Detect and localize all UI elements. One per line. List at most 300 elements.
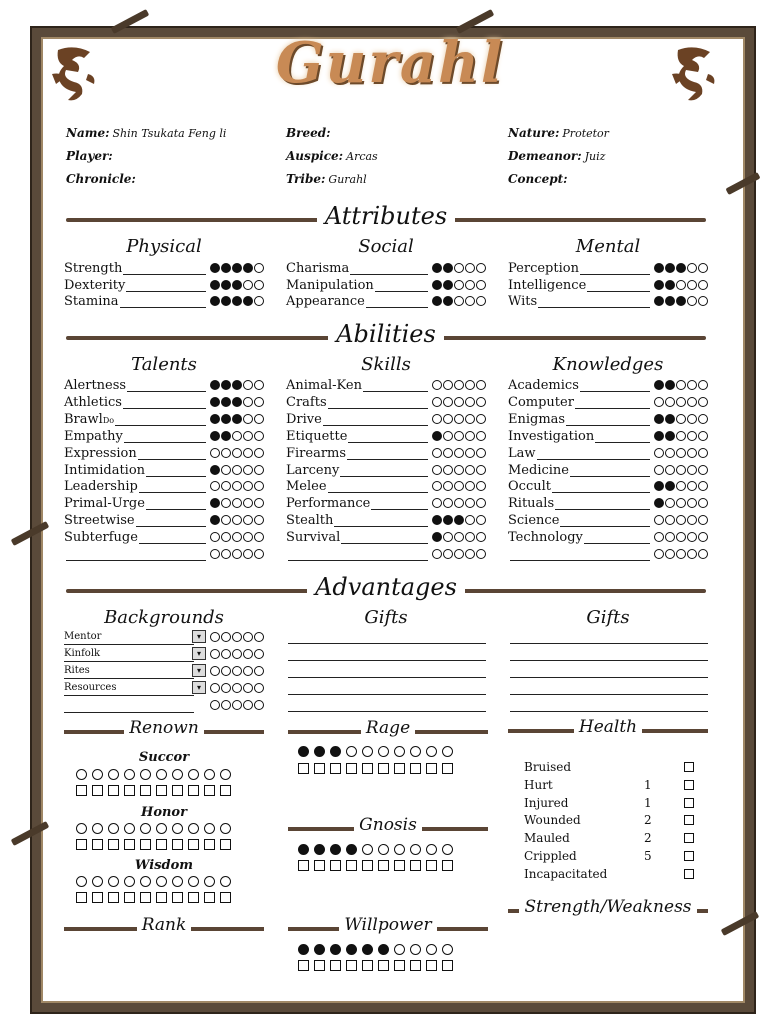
track-box[interactable]	[140, 839, 151, 850]
rating-dot[interactable]	[254, 414, 264, 424]
rating-dot[interactable]	[232, 481, 242, 491]
rating-dots[interactable]	[210, 481, 264, 491]
rating-dot[interactable]	[243, 683, 253, 693]
rating-dot[interactable]	[254, 649, 264, 659]
rating-dot[interactable]	[465, 549, 475, 559]
track-box[interactable]	[378, 960, 389, 971]
rating-dot[interactable]	[232, 380, 242, 390]
rating-dots[interactable]	[432, 515, 486, 525]
gift-line[interactable]	[288, 643, 486, 644]
track-box[interactable]	[362, 763, 373, 774]
rating-dot[interactable]	[221, 532, 231, 542]
rating-dot[interactable]	[654, 448, 664, 458]
rating-dot[interactable]	[210, 448, 220, 458]
rating-dot[interactable]	[454, 549, 464, 559]
rating-dot[interactable]	[232, 515, 242, 525]
rating-dot[interactable]	[210, 465, 220, 475]
rating-dot[interactable]	[676, 296, 686, 306]
rating-dot[interactable]	[698, 280, 708, 290]
gift-line[interactable]	[510, 677, 708, 678]
rating-dot[interactable]	[465, 498, 475, 508]
track-box[interactable]	[92, 785, 103, 796]
gift-line[interactable]	[510, 660, 708, 661]
rating-dot[interactable]	[254, 263, 264, 273]
track-circle[interactable]	[156, 769, 167, 780]
track-box[interactable]	[426, 960, 437, 971]
rating-dots[interactable]	[432, 465, 486, 475]
rating-dot[interactable]	[210, 431, 220, 441]
rating-dot[interactable]	[698, 498, 708, 508]
rating-dot[interactable]	[654, 380, 664, 390]
rating-dots[interactable]	[210, 263, 264, 273]
rating-dot[interactable]	[443, 296, 453, 306]
rating-dot[interactable]	[232, 549, 242, 559]
rating-dot[interactable]	[232, 632, 242, 642]
rating-dot[interactable]	[476, 448, 486, 458]
track-circle[interactable]	[346, 844, 357, 855]
track-box[interactable]	[188, 785, 199, 796]
rating-dots[interactable]	[210, 380, 264, 390]
rating-dot[interactable]	[443, 280, 453, 290]
track-circle[interactable]	[172, 876, 183, 887]
health-checkbox[interactable]	[684, 762, 694, 772]
rating-dot[interactable]	[676, 481, 686, 491]
track-box[interactable]	[314, 860, 325, 871]
rating-dot[interactable]	[221, 481, 231, 491]
rating-dot[interactable]	[665, 263, 675, 273]
track-circle[interactable]	[76, 876, 87, 887]
rating-dots[interactable]	[654, 397, 708, 407]
track-box[interactable]	[330, 860, 341, 871]
rating-dot[interactable]	[654, 431, 664, 441]
rating-dot[interactable]	[654, 263, 664, 273]
track-box[interactable]	[220, 839, 231, 850]
rating-dots[interactable]	[210, 515, 264, 525]
rating-dots[interactable]	[432, 431, 486, 441]
rating-dot[interactable]	[698, 414, 708, 424]
track-circle[interactable]	[156, 823, 167, 834]
track-circle[interactable]	[346, 746, 357, 757]
rating-dots[interactable]	[432, 549, 486, 559]
track-box[interactable]	[92, 839, 103, 850]
rating-dot[interactable]	[665, 280, 675, 290]
rating-dot[interactable]	[465, 263, 475, 273]
track-box[interactable]	[314, 960, 325, 971]
rating-dots[interactable]	[210, 431, 264, 441]
gift-line[interactable]	[288, 677, 486, 678]
rating-dots[interactable]	[654, 280, 708, 290]
rating-dot[interactable]	[221, 515, 231, 525]
health-checkbox[interactable]	[684, 780, 694, 790]
track-box[interactable]	[442, 763, 453, 774]
rating-dot[interactable]	[443, 481, 453, 491]
rating-dot[interactable]	[687, 414, 697, 424]
track-circle[interactable]	[108, 769, 119, 780]
rating-dots[interactable]	[210, 448, 264, 458]
rating-dot[interactable]	[654, 481, 664, 491]
rating-dot[interactable]	[210, 481, 220, 491]
rating-dot[interactable]	[654, 549, 664, 559]
track-box[interactable]	[76, 785, 87, 796]
rating-dot[interactable]	[232, 666, 242, 676]
rating-dot[interactable]	[432, 296, 442, 306]
rating-dots[interactable]	[432, 280, 486, 290]
track-circle[interactable]	[204, 876, 215, 887]
track-box[interactable]	[92, 892, 103, 903]
rating-dot[interactable]	[221, 632, 231, 642]
rating-dots[interactable]	[432, 380, 486, 390]
rating-dot[interactable]	[698, 296, 708, 306]
track-box[interactable]	[330, 960, 341, 971]
rating-dot[interactable]	[687, 465, 697, 475]
rating-dot[interactable]	[210, 649, 220, 659]
track-circle[interactable]	[378, 844, 389, 855]
rating-dot[interactable]	[465, 465, 475, 475]
track-box[interactable]	[124, 839, 135, 850]
track-circle[interactable]	[314, 944, 325, 955]
rating-dot[interactable]	[443, 532, 453, 542]
rating-dot[interactable]	[432, 431, 442, 441]
track-circle[interactable]	[314, 844, 325, 855]
rating-dot[interactable]	[221, 549, 231, 559]
rating-dot[interactable]	[210, 700, 220, 710]
rating-dot[interactable]	[443, 414, 453, 424]
track-box[interactable]	[108, 785, 119, 796]
track-box[interactable]	[220, 785, 231, 796]
track-box[interactable]	[172, 785, 183, 796]
track-box[interactable]	[426, 860, 437, 871]
rating-dot[interactable]	[221, 498, 231, 508]
rating-dot[interactable]	[243, 414, 253, 424]
track-circle[interactable]	[410, 746, 421, 757]
track-circle[interactable]	[394, 746, 405, 757]
rating-dot[interactable]	[432, 549, 442, 559]
track-circle[interactable]	[188, 769, 199, 780]
rating-dot[interactable]	[443, 549, 453, 559]
rating-dot[interactable]	[698, 532, 708, 542]
rating-dot[interactable]	[443, 498, 453, 508]
track-box[interactable]	[298, 763, 309, 774]
track-box[interactable]	[204, 785, 215, 796]
rating-dot[interactable]	[676, 465, 686, 475]
track-circle[interactable]	[188, 876, 199, 887]
rating-dot[interactable]	[210, 380, 220, 390]
rating-dots[interactable]	[654, 448, 708, 458]
track-circle[interactable]	[426, 944, 437, 955]
rating-dot[interactable]	[432, 515, 442, 525]
track-box[interactable]	[140, 892, 151, 903]
rating-dots[interactable]	[432, 296, 486, 306]
rating-dot[interactable]	[243, 532, 253, 542]
rating-dot[interactable]	[210, 632, 220, 642]
auspice-value[interactable]: Arcas	[346, 150, 378, 163]
rating-dot[interactable]	[221, 431, 231, 441]
rating-dots[interactable]	[432, 448, 486, 458]
rating-dot[interactable]	[232, 649, 242, 659]
rating-dot[interactable]	[465, 380, 475, 390]
rating-dot[interactable]	[676, 397, 686, 407]
rating-dot[interactable]	[243, 649, 253, 659]
rating-dot[interactable]	[232, 431, 242, 441]
rating-dot[interactable]	[676, 549, 686, 559]
rating-dot[interactable]	[232, 498, 242, 508]
rating-dot[interactable]	[243, 397, 253, 407]
rating-dots[interactable]	[210, 683, 264, 693]
track-box[interactable]	[394, 860, 405, 871]
track-circle[interactable]	[394, 944, 405, 955]
rating-dot[interactable]	[698, 481, 708, 491]
rating-dot[interactable]	[243, 498, 253, 508]
rating-dot[interactable]	[698, 380, 708, 390]
track-circle[interactable]	[426, 844, 437, 855]
rating-dot[interactable]	[687, 397, 697, 407]
rating-dot[interactable]	[665, 465, 675, 475]
health-checkbox[interactable]	[684, 869, 694, 879]
rating-dot[interactable]	[654, 296, 664, 306]
track-box[interactable]	[442, 860, 453, 871]
rating-dot[interactable]	[698, 515, 708, 525]
rating-dot[interactable]	[232, 280, 242, 290]
track-circle[interactable]	[92, 823, 103, 834]
track-box[interactable]	[188, 839, 199, 850]
rating-dots[interactable]	[654, 380, 708, 390]
rating-dot[interactable]	[432, 263, 442, 273]
health-checkbox[interactable]	[684, 815, 694, 825]
track-box[interactable]	[362, 860, 373, 871]
track-box[interactable]	[346, 960, 357, 971]
gift-line[interactable]	[510, 643, 708, 644]
rating-dots[interactable]	[210, 296, 264, 306]
rating-dot[interactable]	[254, 632, 264, 642]
rating-dot[interactable]	[687, 515, 697, 525]
rating-dot[interactable]	[476, 263, 486, 273]
rating-dot[interactable]	[432, 532, 442, 542]
health-checkbox[interactable]	[684, 851, 694, 861]
track-circle[interactable]	[140, 823, 151, 834]
rating-dot[interactable]	[665, 515, 675, 525]
track-circle[interactable]	[346, 944, 357, 955]
rating-dot[interactable]	[454, 280, 464, 290]
rating-dot[interactable]	[465, 431, 475, 441]
rating-dot[interactable]	[221, 465, 231, 475]
track-circle[interactable]	[124, 823, 135, 834]
rating-dot[interactable]	[454, 397, 464, 407]
gift-line[interactable]	[288, 660, 486, 661]
rating-dot[interactable]	[676, 498, 686, 508]
rating-dots[interactable]	[432, 397, 486, 407]
rating-dot[interactable]	[476, 414, 486, 424]
rating-dot[interactable]	[443, 465, 453, 475]
track-circle[interactable]	[204, 823, 215, 834]
dropdown-arrow-icon[interactable]: ▾	[192, 630, 206, 643]
rating-dot[interactable]	[432, 280, 442, 290]
rating-dot[interactable]	[432, 481, 442, 491]
track-circle[interactable]	[124, 876, 135, 887]
rating-dots[interactable]	[432, 532, 486, 542]
rating-dot[interactable]	[432, 448, 442, 458]
track-box[interactable]	[172, 839, 183, 850]
health-checkbox[interactable]	[684, 833, 694, 843]
rating-dot[interactable]	[465, 397, 475, 407]
track-box[interactable]	[410, 960, 421, 971]
rating-dot[interactable]	[210, 498, 220, 508]
rating-dot[interactable]	[687, 532, 697, 542]
track-box[interactable]	[442, 960, 453, 971]
track-box[interactable]	[204, 839, 215, 850]
rating-dot[interactable]	[443, 431, 453, 441]
rating-dot[interactable]	[687, 498, 697, 508]
rating-dot[interactable]	[443, 380, 453, 390]
rating-dot[interactable]	[254, 397, 264, 407]
track-box[interactable]	[346, 860, 357, 871]
rating-dot[interactable]	[432, 465, 442, 475]
track-box[interactable]	[156, 785, 167, 796]
rating-dots[interactable]	[210, 397, 264, 407]
rating-dot[interactable]	[665, 549, 675, 559]
track-circle[interactable]	[108, 823, 119, 834]
rating-dot[interactable]	[232, 296, 242, 306]
rating-dot[interactable]	[254, 515, 264, 525]
track-circle[interactable]	[314, 746, 325, 757]
rating-dot[interactable]	[221, 649, 231, 659]
track-box[interactable]	[124, 892, 135, 903]
rating-dot[interactable]	[465, 448, 475, 458]
track-circle[interactable]	[220, 823, 231, 834]
rating-dot[interactable]	[232, 683, 242, 693]
rating-dot[interactable]	[254, 431, 264, 441]
rating-dot[interactable]	[654, 532, 664, 542]
rating-dot[interactable]	[232, 414, 242, 424]
track-circle[interactable]	[140, 769, 151, 780]
rating-dot[interactable]	[654, 397, 664, 407]
rating-dot[interactable]	[687, 448, 697, 458]
rating-dot[interactable]	[432, 380, 442, 390]
track-box[interactable]	[346, 763, 357, 774]
rating-dot[interactable]	[454, 414, 464, 424]
rating-dot[interactable]	[676, 380, 686, 390]
track-box[interactable]	[426, 763, 437, 774]
rating-dot[interactable]	[454, 296, 464, 306]
rating-dot[interactable]	[432, 397, 442, 407]
rating-dot[interactable]	[454, 515, 464, 525]
track-circle[interactable]	[92, 769, 103, 780]
track-circle[interactable]	[204, 769, 215, 780]
rating-dot[interactable]	[476, 549, 486, 559]
gift-line[interactable]	[510, 694, 708, 695]
rating-dots[interactable]	[210, 649, 264, 659]
rating-dots[interactable]	[210, 280, 264, 290]
rating-dot[interactable]	[243, 632, 253, 642]
rating-dot[interactable]	[676, 448, 686, 458]
rating-dot[interactable]	[676, 431, 686, 441]
rating-dot[interactable]	[465, 296, 475, 306]
nature-value[interactable]: Protetor	[562, 127, 609, 140]
rating-dot[interactable]	[221, 397, 231, 407]
track-circle[interactable]	[394, 844, 405, 855]
rating-dots[interactable]	[210, 632, 264, 642]
rating-dot[interactable]	[254, 448, 264, 458]
rating-dot[interactable]	[465, 515, 475, 525]
rating-dot[interactable]	[243, 515, 253, 525]
rating-dot[interactable]	[687, 431, 697, 441]
rating-dot[interactable]	[243, 296, 253, 306]
track-circle[interactable]	[172, 769, 183, 780]
track-box[interactable]	[108, 892, 119, 903]
rating-dot[interactable]	[698, 549, 708, 559]
rating-dot[interactable]	[221, 296, 231, 306]
rating-dot[interactable]	[687, 263, 697, 273]
track-box[interactable]	[140, 785, 151, 796]
rating-dot[interactable]	[665, 498, 675, 508]
track-circle[interactable]	[378, 944, 389, 955]
rating-dot[interactable]	[454, 380, 464, 390]
rating-dot[interactable]	[676, 532, 686, 542]
rating-dot[interactable]	[465, 481, 475, 491]
health-checkbox[interactable]	[684, 798, 694, 808]
rating-dots[interactable]	[210, 414, 264, 424]
rating-dot[interactable]	[665, 532, 675, 542]
rating-dots[interactable]	[654, 296, 708, 306]
rating-dot[interactable]	[443, 263, 453, 273]
track-box[interactable]	[220, 892, 231, 903]
rating-dot[interactable]	[232, 448, 242, 458]
rating-dot[interactable]	[254, 465, 264, 475]
rating-dot[interactable]	[210, 263, 220, 273]
track-box[interactable]	[330, 763, 341, 774]
track-box[interactable]	[378, 860, 389, 871]
rating-dot[interactable]	[665, 397, 675, 407]
track-circle[interactable]	[298, 746, 309, 757]
rating-dot[interactable]	[687, 380, 697, 390]
track-box[interactable]	[362, 960, 373, 971]
rating-dot[interactable]	[676, 515, 686, 525]
rating-dot[interactable]	[221, 683, 231, 693]
rating-dot[interactable]	[454, 481, 464, 491]
rating-dot[interactable]	[476, 280, 486, 290]
track-circle[interactable]	[156, 876, 167, 887]
track-box[interactable]	[124, 785, 135, 796]
rating-dots[interactable]	[210, 700, 264, 710]
track-box[interactable]	[204, 892, 215, 903]
track-circle[interactable]	[362, 746, 373, 757]
dropdown-arrow-icon[interactable]: ▾	[192, 681, 206, 694]
rating-dot[interactable]	[476, 380, 486, 390]
rating-dot[interactable]	[254, 532, 264, 542]
rating-dot[interactable]	[243, 481, 253, 491]
rating-dots[interactable]	[654, 431, 708, 441]
rating-dot[interactable]	[698, 397, 708, 407]
rating-dot[interactable]	[687, 296, 697, 306]
rating-dot[interactable]	[254, 498, 264, 508]
track-box[interactable]	[298, 960, 309, 971]
track-circle[interactable]	[362, 944, 373, 955]
rating-dots[interactable]	[210, 532, 264, 542]
tribe-value[interactable]: Gurahl	[328, 173, 367, 186]
rating-dots[interactable]	[210, 666, 264, 676]
rating-dot[interactable]	[210, 532, 220, 542]
track-box[interactable]	[378, 763, 389, 774]
rating-dot[interactable]	[221, 263, 231, 273]
rating-dot[interactable]	[210, 296, 220, 306]
rating-dots[interactable]	[654, 549, 708, 559]
rating-dot[interactable]	[210, 414, 220, 424]
rating-dot[interactable]	[243, 280, 253, 290]
rating-dots[interactable]	[210, 465, 264, 475]
rating-dot[interactable]	[232, 700, 242, 710]
rating-dot[interactable]	[698, 465, 708, 475]
track-box[interactable]	[298, 860, 309, 871]
track-box[interactable]	[156, 839, 167, 850]
